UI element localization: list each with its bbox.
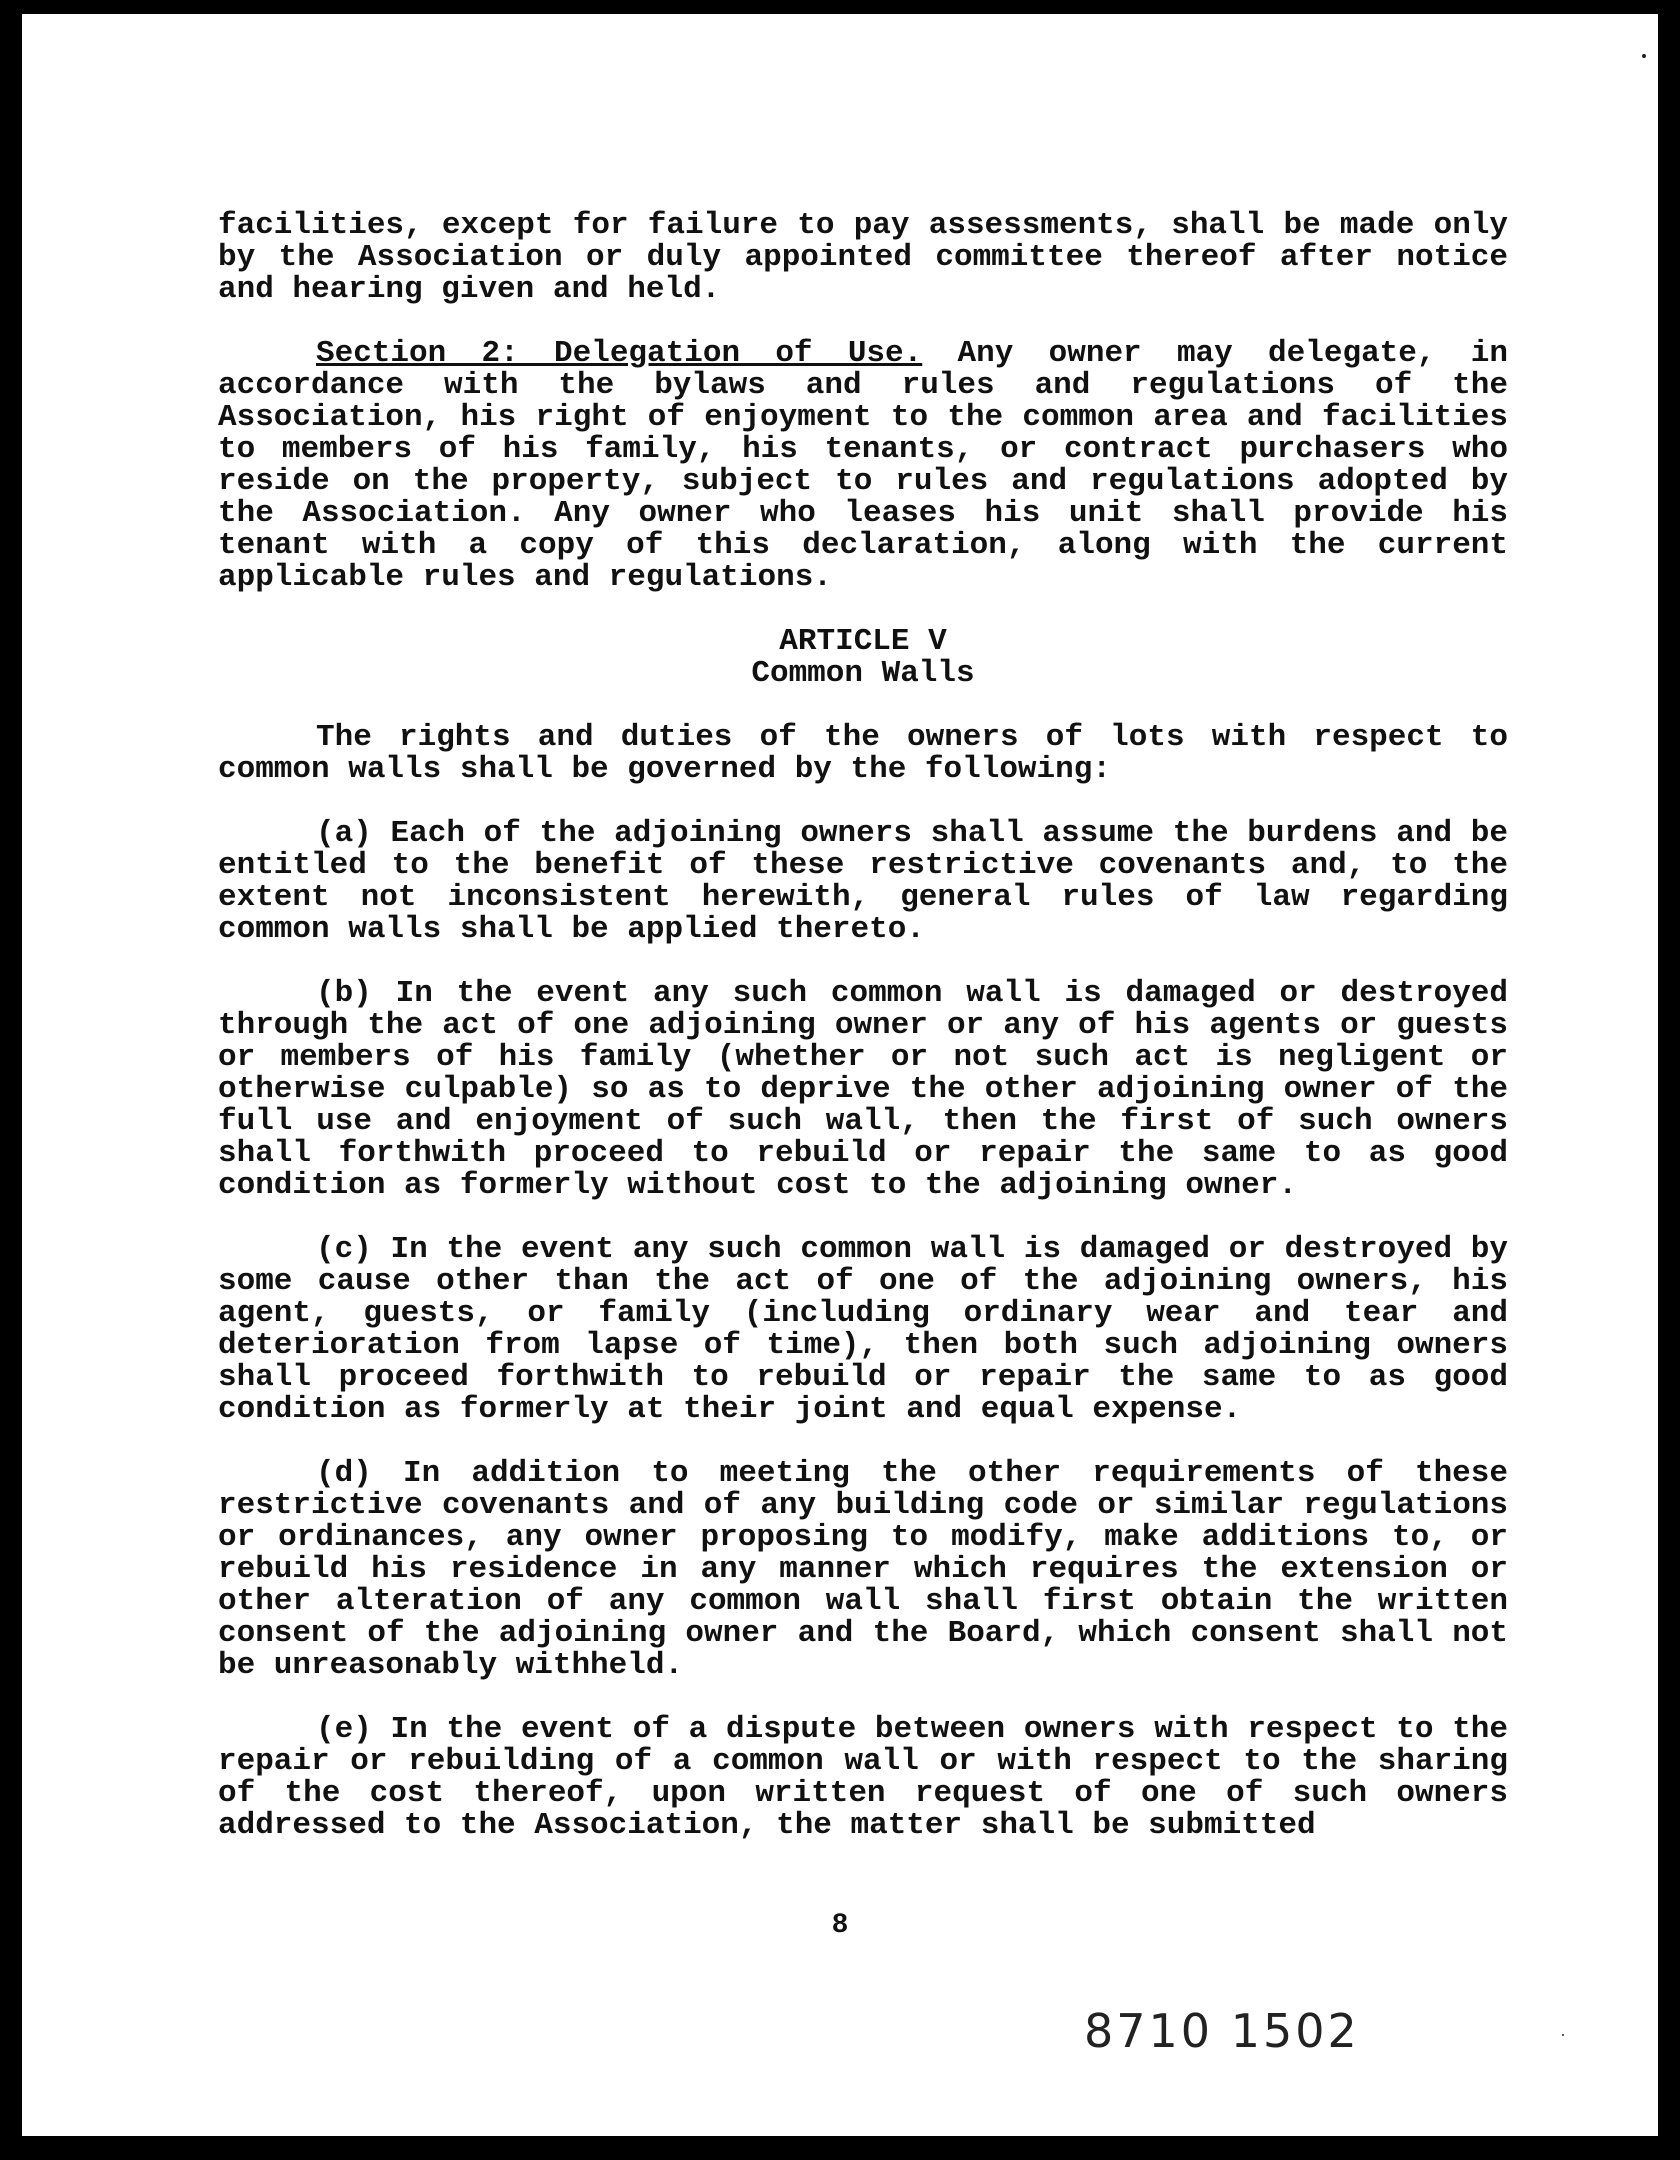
article-title: Common Walls <box>751 656 975 691</box>
intro-paragraph: facilities, except for failure to pay assessments, shall be made only by the Association or duly appointed committee thereof after notice and hearing given and held. <box>218 208 1508 307</box>
scan-speck <box>1562 2034 1564 2036</box>
page-number: 8 <box>831 1910 849 1941</box>
section-2-paragraph <box>218 338 1508 594</box>
clause-c: (c) In the event any such common wall is damaged or destroyed by some cause other than the act of one of the adjoining owners, his agent, guests, or family (including ordinary wear and tear and deterioration from lapse of time), then both such adjoining owners shall proceed forthwith to rebuild or repair the same to as good condition as formerly at their joint and equal expense. <box>218 1232 1508 1427</box>
article-number: ARTICLE V <box>779 624 947 659</box>
article-intro: The rights and duties of the owners of lots with respect to common walls shall be governed by the following: <box>218 720 1508 787</box>
article-heading <box>218 626 1508 690</box>
scan-speck <box>1642 54 1646 58</box>
clause-e: (e) In the event of a dispute between owners with respect to the repair or rebuilding of a common wall or with respect to the sharing of the cost thereof, upon written request of one of such owners addressed to the Association, the matter shall be submitted <box>218 1712 1508 1843</box>
section-2-heading: Section 2: Delegation of Use. <box>316 336 923 371</box>
clause-d: (d) In addition to meeting the other requirements of these restrictive covenants and of any building code or similar regulations or ordinances, any owner proposing to modify, make additions to, or rebuild his residence in any manner which requires the extension or other alteration of any common wall shall first obtain the written consent of the adjoining owner and the Board, which consent shall not be unreasonably withheld. <box>218 1456 1508 1683</box>
document-body <box>218 210 1508 1874</box>
section-2-body: Any owner may delegate, in accordance with the bylaws and rules and regulations of the Association, his right of enjoyment to the common area and facilities to members of his family, his tenants, or contract purchasers who reside on the property, subject to rules and regulations adopted by the Association. Any owner who leases his unit shall provide his tenant with a copy of this declaration, along with the current applicable rules and regulations. <box>218 336 1508 595</box>
document-page <box>22 14 1658 2136</box>
clause-a: (a) Each of the adjoining owners shall assume the burdens and be entitled to the benefit of these restrictive covenants and, to the extent not inconsistent herewith, general rules of law regarding common walls shall be applied thereto. <box>218 816 1508 947</box>
document-code: 8710 1502 <box>1084 2004 1360 2058</box>
clause-b: (b) In the event any such common wall is damaged or destroyed through the act of one adjoining owner or any of his agents or guests or members of his family (whether or not such act is negligent or otherwise culpable) so as to deprive the other adjoining owner of the full use and enjoyment of such wall, then the first of such owners shall forthwith proceed to rebuild or repair the same to as good condition as formerly without cost to the adjoining owner. <box>218 976 1508 1203</box>
